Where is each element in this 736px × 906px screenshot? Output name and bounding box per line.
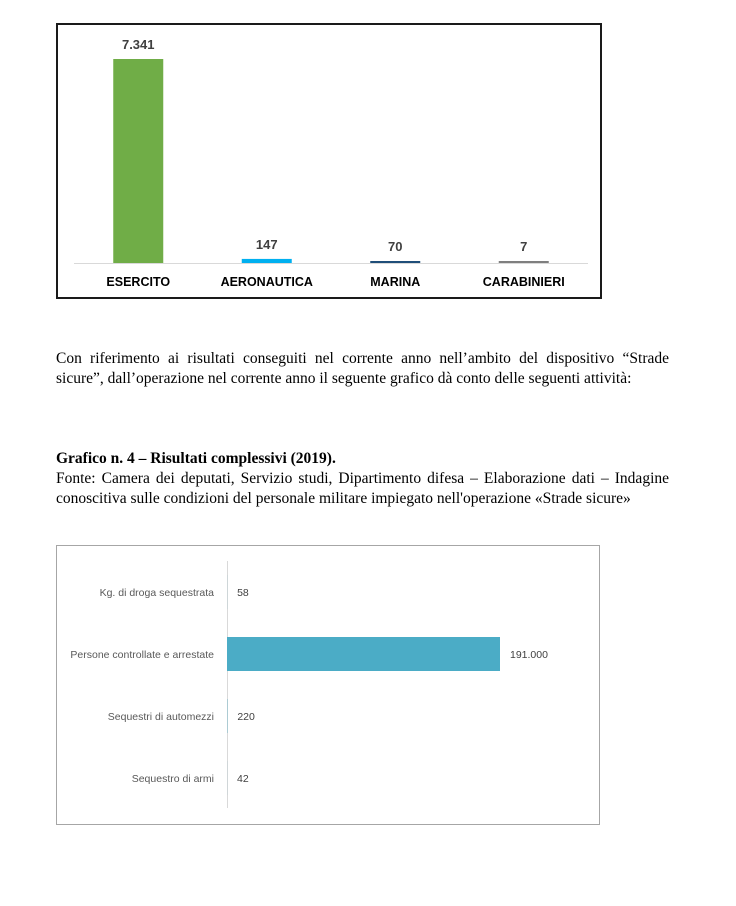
- bar-value-label: 191.000: [510, 649, 548, 661]
- military-branch-bar-chart-svg: [58, 25, 600, 297]
- category-label: Sequestri di automezzi: [107, 711, 214, 723]
- bar-value-label: 7.341: [121, 37, 155, 52]
- category-label: Sequestro di armi: [131, 773, 214, 785]
- category-label: CARABINIERI: [482, 275, 565, 289]
- military-branch-bar-chart: [56, 23, 602, 299]
- category-label: AERONAUTICA: [220, 275, 313, 289]
- chart-caption-source: Fonte: Camera dei deputati, Servizio studi, Dipartimento difesa – Elaborazione dati – Indagine conoscitiva sulle condizioni del personale militare impiegato nell'operazione «Strade sicure»: [56, 470, 669, 507]
- bar-esercito: [113, 59, 163, 263]
- bar-aeronautica: [242, 259, 292, 263]
- bar: [227, 637, 500, 671]
- results-bar-chart: [56, 545, 600, 825]
- category-label: Persone controllate e arrestate: [70, 649, 214, 661]
- bar-marina: [370, 261, 420, 263]
- bar-value-label: 220: [237, 711, 255, 723]
- bar-carabinieri: [499, 261, 549, 263]
- bar-value-label: 70: [388, 239, 403, 254]
- bar-value-label: 42: [237, 773, 249, 785]
- results-bar-chart-svg: [57, 546, 598, 823]
- chart-caption-title: Grafico n. 4 – Risultati complessivi (2019).: [56, 450, 336, 467]
- category-label: MARINA: [370, 275, 421, 289]
- bar-value-label: 147: [255, 236, 278, 252]
- bar-value-label: 7: [520, 239, 528, 254]
- bar-value-label: 58: [237, 587, 249, 599]
- category-label: Kg. di droga sequestrata: [99, 587, 214, 599]
- intro-paragraph: Con riferimento ai risultati conseguiti nel corrente anno nell’ambito del dispositivo “Strade sicure”, dall’operazione nel corrente anno il seguente grafico dà conto delle seguenti attività:: [56, 350, 669, 387]
- category-label: ESERCITO: [106, 275, 171, 289]
